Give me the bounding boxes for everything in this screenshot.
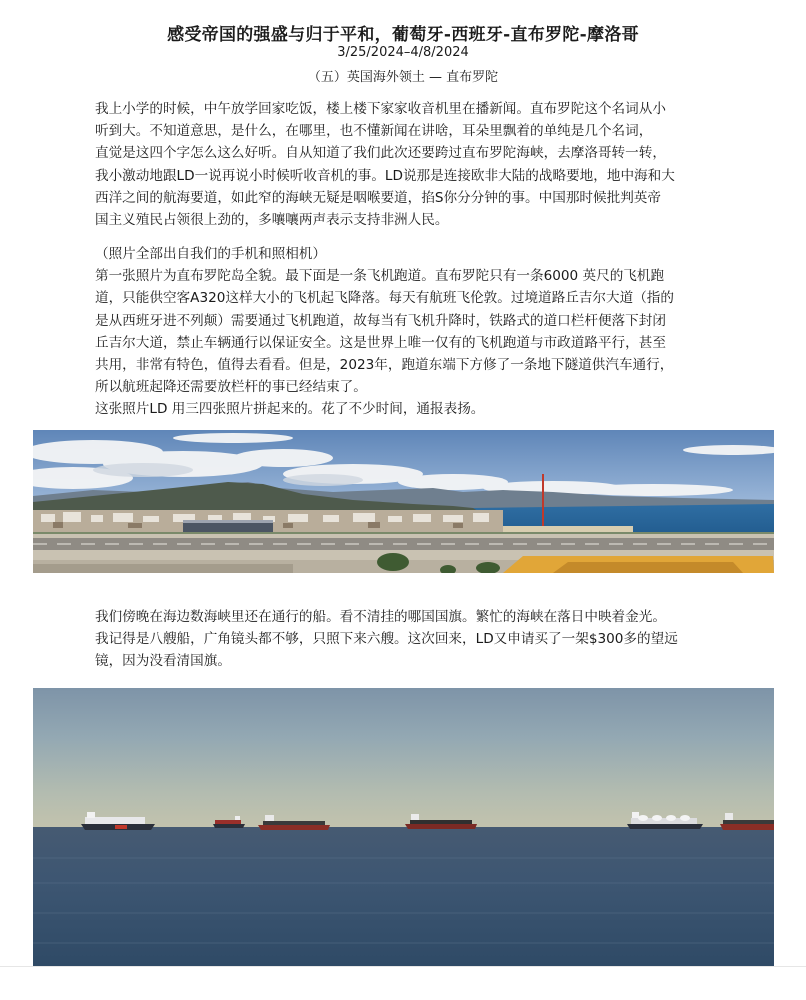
text-line: 直觉是这四个字怎么这么好听。自从知道了我们此次还要跨过直布罗陀海峡，去摩洛哥转一转， (95, 145, 666, 162)
section-heading: （五）英国海外领土 — 直布罗陀 (307, 70, 499, 85)
text-line: 道，只能供空客A320这样大小的飞机起飞降落。每天有航班飞伦敦。过境道路丘吉尔大道（指的 (95, 290, 674, 307)
paragraph-radio-memories (95, 98, 720, 231)
text-line: 这张照片LD 用三四张照片拼起来的。花了不少时间，通报表扬。 (95, 401, 485, 418)
paragraph-runway (95, 243, 720, 421)
text-line: 听到大。不知道意思，是什么，在哪里，也不懂新闻在讲啥，耳朵里飘着的单纯是几个名词， (95, 123, 653, 140)
paragraph-ships (95, 606, 720, 673)
text-line: 所以航班起降还需要放栏杆的事已经结束了。 (95, 379, 367, 396)
text-line: 第一张照片为直布罗陀岛全貌。最下面是一条飞机跑道。直布罗陀只有一条6000 英尺的飞机跑 (95, 268, 665, 285)
text-line: 我小激动地跟LD一说再说小时候听收音机的事。LD说那是连接欧非大陆的战略要地，地中海和大 (95, 167, 675, 184)
text-line: 镜，因为没看清国旗。 (95, 653, 231, 670)
text-line: （照片全部出自我们的手机和照相机） (95, 246, 327, 262)
text-line: 我记得是八艘船，广角镜头都不够，只照下来六艘。这次回来，LD又申请买了一架$300多的望远 (95, 631, 678, 648)
text-line: 西洋之间的航海要道，如此窄的海峡无疑是咽喉要道，掐S你分分钟的事。中国那时候批判英帝 (95, 189, 661, 206)
gibraltar-panorama-photo (33, 430, 774, 573)
text-line: 我们傍晚在海边数海峡里还在通行的船。看不清挂的哪国国旗。繁忙的海峡在落日中映着金光。 (95, 609, 666, 625)
article-dates: 3/25/2024–4/8/2024 (337, 45, 469, 60)
text-line: 我上小学的时候，中午放学回家吃饭，楼上楼下家家收音机里在播新闻。直布罗陀这个名词从小 (95, 101, 666, 117)
text-line: 是从西班牙进不列颠）需要通过飞机跑道，故每当有飞机升降时，铁路式的道口栏杆便落下封闭 (95, 312, 666, 329)
text-line: 国主义殖民占领很上劲的，多嚷嚷两声表示支持非洲人民。 (95, 212, 449, 229)
text-line: 共用，非常有特色，值得去看看。但是，2023年，跑道东端下方修了一条地下隧道供汽车通行， (95, 357, 674, 374)
article-title: 感受帝国的强盛与归于平和，葡萄牙-西班牙-直布罗陀-摩洛哥 (167, 25, 639, 45)
divider (0, 966, 806, 967)
text-line: 丘吉尔大道，禁止车辆通行以保证安全。这是世界上唯一仅有的飞机跑道与市政道路平行，甚至 (95, 334, 666, 351)
strait-ships-photo (33, 688, 774, 966)
